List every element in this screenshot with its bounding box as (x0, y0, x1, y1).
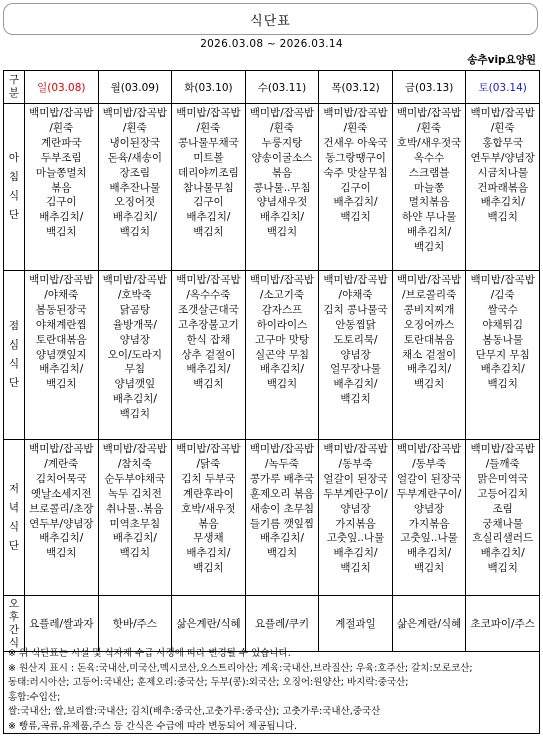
menu-item: 배추김치/ (259, 363, 305, 376)
menu-cell (392, 271, 466, 440)
meal-label-char: 단 (8, 209, 20, 221)
menu-item: 멸치볶음 (408, 196, 450, 209)
menu-item: 백미밥/잡곡밥 (176, 107, 241, 119)
menu-item: 건파래볶음 (477, 181, 529, 194)
menu-item: /호박죽 (117, 288, 152, 301)
menu-item: 양념깻잎 (114, 378, 156, 391)
menu-item: 콩나물무채국 (177, 136, 239, 149)
menu-item: 얼갈이 된장국 (323, 472, 388, 485)
menu-item: /동부죽 (338, 457, 373, 470)
menu-item: 양념장 (119, 333, 151, 346)
menu-item: 배추김치/ (407, 547, 452, 560)
menu-item: 배추잔나물 (109, 181, 161, 194)
menu-item: 백미밥/잡곡밥 (470, 274, 535, 286)
menu-item: 양념장 (413, 502, 445, 515)
menu-item: 실곤약 무침 (254, 348, 309, 361)
menu-item: 단무지 무침 (475, 348, 530, 361)
notes-box (3, 646, 540, 734)
menu-item: 백김치 (413, 562, 445, 575)
day-header: 월(03.09) (98, 71, 172, 104)
menu-item: 옥수수 (413, 151, 445, 164)
day-header-row (4, 71, 540, 104)
menu-item: 양념장 (340, 502, 371, 515)
meal-label-char: 식 (8, 636, 20, 649)
menu-item: 백김치 (119, 408, 151, 421)
menu-item: 배추김치/ (333, 378, 378, 391)
menu-item: 양념깻잎지 (35, 348, 87, 361)
menu-item: /녹두죽 (264, 457, 299, 470)
menu-item: 배추김치/ (259, 211, 305, 224)
organization-name: 송추vip요양원 (467, 54, 536, 66)
menu-item: 배추김치/ (480, 547, 525, 560)
menu-item: /닭죽 (196, 457, 221, 470)
menu-cell (245, 440, 319, 596)
menu-item: 백미밥/잡곡밥 (323, 443, 388, 455)
menu-item: 야채튀김 (482, 318, 523, 331)
meal-label (4, 271, 25, 440)
menu-item: 김치 콩나물국 (323, 303, 388, 316)
menu-item: 백김치 (266, 378, 298, 391)
menu-item: 배추김치/ (112, 532, 157, 545)
menu-item: 백미밥/잡곡밥 (29, 107, 94, 119)
day-header: 금(03.13) (392, 71, 466, 104)
menu-item: 하이라이스 (256, 318, 308, 331)
meal-label-char: 단 (8, 377, 20, 389)
menu-cell (466, 440, 540, 596)
menu-item: 백미밥/잡곡밥 (249, 443, 315, 455)
note-line: ※ 원산지 표시 : 돈육:국내산,미국산,멕시코산,오스트리아산; 계육:국내산,브라질산; 우육:호주산; 갈치:모로코산; (8, 662, 473, 674)
menu-cell (319, 440, 393, 596)
menu-cell (245, 104, 319, 271)
menu-item: 두부계란구이/ (323, 487, 388, 500)
menu-cell (392, 440, 466, 596)
menu-cell (172, 271, 246, 440)
menu-item: 연두부/양념장 (29, 517, 94, 530)
menu-item: 김치 두부국 (181, 472, 236, 485)
menu-item: 콩비지찌개 (403, 303, 455, 316)
menu-item: 상추 겉절이 (181, 348, 236, 361)
meal-label-char: 아 (8, 152, 20, 164)
menu-item: 백김치 (193, 562, 224, 575)
menu-item: 데리야끼조림 (177, 166, 239, 179)
menu-item: 조림 (492, 502, 513, 515)
menu-item: 고추장불고기 (177, 318, 239, 331)
menu-item: 오징어젓 (114, 196, 156, 209)
menu-item: 콩나물..무침 (253, 181, 311, 194)
menu-item: /흰죽 (270, 121, 294, 134)
menu-item: 백미밥/잡곡밥 (323, 274, 388, 286)
meal-row-breakfast (4, 104, 540, 271)
menu-item: 오징어까스 (403, 318, 455, 331)
menu-item: 배추김치/ (39, 363, 84, 376)
menu-item: 감자스프 (261, 303, 303, 316)
menu-item: 취나물..볶음 (106, 502, 164, 515)
menu-item: 백미밥/잡곡밥 (249, 107, 315, 119)
menu-item: 스크램블 (408, 166, 450, 179)
menu-item: 고춧잎..나물 (326, 532, 385, 545)
menu-item: 미역초무침 (109, 517, 161, 530)
menu-cell (466, 271, 540, 440)
menu-cell (98, 271, 172, 440)
menu-cell (319, 104, 393, 271)
menu-item: 백김치 (119, 226, 151, 239)
meal-label-char: 간 (8, 623, 20, 636)
menu-item: 녹두 김치전 (107, 487, 162, 500)
menu-item: 참나물무침 (183, 181, 234, 194)
menu-item: /흰죽 (196, 121, 221, 134)
menu-item: 배추김치/ (407, 226, 452, 239)
menu-item: 미트볼 (193, 151, 224, 164)
menu-item: 백미밥/잡곡밥 (396, 274, 462, 286)
meal-label-char: 후 (8, 610, 20, 623)
menu-item: 브로콜리/초장 (29, 502, 94, 515)
menu-item: 백김치 (46, 547, 77, 560)
meal-label (4, 104, 25, 271)
menu-item: 백김치 (487, 378, 518, 391)
menu-item: 누룽지탕 (261, 136, 303, 149)
menu-item: 가지볶음 (335, 517, 376, 530)
menu-item: 백미밥/잡곡밥 (470, 443, 535, 455)
meal-label-char: 단 (8, 539, 20, 552)
menu-item: 백김치 (487, 211, 518, 224)
menu-item: /동부죽 (412, 457, 447, 470)
day-header: 일(03.08) (25, 71, 99, 104)
menu-item: 홍합무국 (482, 136, 523, 149)
menu-item: 배추김치/ (186, 363, 231, 376)
menu-item: 김구이 (46, 196, 77, 209)
menu-item: 백미밥/잡곡밥 (102, 107, 168, 119)
menu-item: /흰죽 (343, 121, 368, 134)
meal-row-dinner (4, 440, 540, 596)
menu-item: 볶음 (271, 166, 293, 179)
menu-item: 토란대볶음 (403, 333, 455, 346)
menu-table (3, 70, 540, 652)
menu-cell (245, 271, 319, 440)
page-title: 식단표 (250, 13, 291, 29)
meal-label-char: 녁 (8, 501, 20, 514)
menu-item: 흐실리샐러드 (472, 532, 534, 545)
menu-item: 백미밥/잡곡밥 (102, 274, 168, 286)
day-header: 수(03.11) (245, 71, 319, 104)
menu-item: 궁채나물 (482, 517, 523, 530)
menu-item: 무침 (124, 363, 145, 376)
menu-item: 두부계란구이/ (396, 487, 462, 500)
menu-item: /소고기죽 (259, 288, 305, 301)
menu-item: 고춧잎..나물 (400, 532, 458, 545)
meal-label (4, 440, 25, 596)
note-line: 동태:러시아산; 고등어:국내산; 훈제오리:중국산; 두부(콩):외국산; 오징어:원양산; 바지락:중국산; (8, 677, 409, 688)
menu-cell (25, 104, 99, 271)
meal-label (4, 596, 25, 652)
menu-item: 양송이굴소스 (251, 151, 313, 164)
menu-cell (172, 104, 246, 271)
day-header: 토(03.14) (466, 71, 540, 104)
menu-item: 백미밥/잡곡밥 (323, 107, 388, 119)
menu-item: 배추김치/ (480, 196, 525, 209)
menu-item: 쌀국수 (487, 303, 518, 316)
menu-item: 배추김치/ (186, 211, 231, 224)
menu-item: 백김치 (340, 562, 371, 575)
menu-item: 들기름 깻잎찜 (249, 517, 315, 530)
menu-item: 봄동나물 (482, 333, 523, 346)
snack-cell: 요플레/쿠키 (245, 596, 319, 652)
menu-item: 배추김치/ (39, 532, 84, 545)
menu-item: 훈제오리 볶음 (249, 487, 315, 500)
snack-cell: 핫바/주스 (98, 596, 172, 652)
meal-label-char: 점 (8, 320, 20, 332)
menu-cell (172, 440, 246, 596)
note-line: ※ 위 식단표는 시설 및 식자재 수급 사정에 따라 변경될 수 있습니다. (8, 648, 291, 659)
menu-item: 배추김치/ (333, 547, 378, 560)
corner-label-2: 분 (8, 87, 20, 99)
menu-item: 얼갈이 된장국 (396, 472, 462, 485)
menu-item: 옛날소세지전 (30, 487, 92, 500)
menu-item: /흰죽 (417, 121, 441, 134)
menu-item: 배추김치/ (39, 211, 84, 224)
meal-row-lunch (4, 271, 540, 440)
menu-item: 봄동된장국 (35, 303, 87, 316)
menu-cell (392, 104, 466, 271)
menu-item: 김구이 (193, 196, 224, 209)
menu-item: 호박/새우젓 (181, 502, 236, 515)
menu-item: 순두부야채국 (104, 472, 166, 485)
day-header: 화(03.10) (172, 71, 246, 104)
meal-label-char: 저 (8, 482, 20, 495)
menu-cell (319, 271, 393, 440)
menu-item: 마늘쫑 (413, 181, 445, 194)
menu-item: /김죽 (490, 288, 515, 301)
menu-item: 한식 잡채 (186, 333, 231, 346)
menu-item: 배추김치/ (186, 547, 231, 560)
menu-item: 건새우 아욱국 (323, 136, 388, 149)
menu-item: /브로콜리죽 (401, 288, 457, 301)
snack-cell: 요플레/쌀과자 (25, 596, 99, 652)
meal-label-char: 오 (8, 597, 20, 610)
note-line: 쌀:국내산; 쌀,보리쌀:국내산; 김치(배추:중국산,고춧가루:중국산); 고춧가루:국내산,중국산 (8, 706, 381, 717)
menu-item: 볶음 (198, 517, 219, 530)
menu-item: 고등어김치 (477, 487, 529, 500)
menu-cell (25, 271, 99, 440)
menu-item: 백미밥/잡곡밥 (396, 107, 462, 119)
menu-item: 야채계란찜 (35, 318, 87, 331)
menu-item: 백김치 (193, 226, 224, 239)
menu-item: 가지볶음 (408, 517, 450, 530)
menu-item: 시금치나물 (477, 166, 529, 179)
menu-item: /참치죽 (117, 457, 152, 470)
menu-item: 백미밥/잡곡밥 (249, 274, 315, 286)
menu-item: 돈육/새송이 (107, 151, 162, 164)
menu-item: 김구이 (340, 181, 371, 194)
menu-item: 맑은미역국 (477, 472, 529, 485)
menu-item: /야채죽 (44, 288, 79, 301)
menu-item: /야채죽 (338, 288, 373, 301)
snack-cell: 초코파이/주스 (466, 596, 540, 652)
menu-item: 냉이된장국 (109, 136, 161, 149)
menu-item: 백김치 (413, 241, 445, 254)
menu-item: 백미밥/잡곡밥 (396, 443, 462, 455)
menu-item: 백김치 (46, 378, 77, 391)
menu-item: 백미밥/잡곡밥 (29, 443, 94, 455)
meal-label-char: 침 (8, 171, 20, 183)
menu-item: 백미밥/잡곡밥 (470, 107, 535, 119)
menu-item: 안동찜닭 (335, 318, 376, 331)
menu-item: 장조림 (119, 166, 151, 179)
menu-item: 호박/새우젓국 (396, 136, 462, 149)
menu-item: /흰죽 (490, 121, 515, 134)
menu-item: 새송이 초무침 (249, 502, 315, 515)
menu-cell (25, 440, 99, 596)
menu-item: 도토리묵/ (333, 333, 378, 346)
menu-item: 백김치 (487, 562, 518, 575)
meal-label-char: 식 (8, 358, 20, 370)
menu-item: 백김치 (46, 226, 77, 239)
menu-item: 백김치 (266, 226, 298, 239)
menu-item: 백미밥/잡곡밥 (176, 274, 241, 286)
menu-item: 계란파국 (40, 136, 82, 149)
menu-item: 볶음 (51, 181, 72, 194)
menu-item: 얼무장나물 (330, 363, 381, 376)
menu-item: 배추김치/ (480, 363, 525, 376)
menu-item: 배추김치/ (259, 532, 305, 545)
corner-label-1: 구 (8, 74, 20, 86)
menu-item: 마늘쫑멸치 (35, 166, 87, 179)
menu-item: 백김치 (193, 378, 224, 391)
menu-item: 고구마 맛탕 (254, 333, 309, 346)
menu-item: 백김치 (119, 547, 151, 560)
menu-item: 토란대볶음 (35, 333, 87, 346)
title-box (3, 3, 538, 35)
note-line: ※ 빵류,곡류,유제품,주스 등 간식은 수급에 따라 변동되어 제공됩니다. (8, 720, 297, 732)
menu-item: 연두부/양념장 (470, 151, 535, 164)
snack-cell: 삶은계란/식혜 (172, 596, 246, 652)
snack-cell: 계절과일 (319, 596, 393, 652)
menu-item: 무생채 (193, 532, 224, 545)
meal-label-char: 식 (8, 190, 20, 202)
snack-cell: 삶은계란/식혜 (392, 596, 466, 652)
menu-item: 숙주 맛살무침 (323, 166, 388, 179)
menu-item: 계란후라이 (183, 487, 234, 500)
menu-item: 배추김치/ (407, 363, 452, 376)
menu-item: 닭곰탕 (119, 303, 151, 316)
corner-cell (4, 71, 25, 104)
menu-item: 동그랑땡구이 (325, 151, 386, 164)
menu-item: 백김치 (340, 393, 371, 406)
menu-item: 백김치 (266, 547, 298, 560)
menu-item: /계란죽 (44, 457, 79, 470)
meal-label-char: 심 (8, 339, 20, 351)
menu-item: 율방개묵/ (112, 318, 157, 331)
menu-item: 배추김치/ (112, 393, 157, 406)
menu-item: 배추김치/ (112, 211, 157, 224)
menu-item: 백미밥/잡곡밥 (102, 443, 168, 455)
menu-item: 백김치 (340, 211, 371, 224)
meal-label-char: 식 (8, 520, 20, 533)
menu-item: 하얀 무나물 (402, 211, 457, 224)
menu-item: 양념새우젓 (256, 196, 308, 209)
menu-item: /흰죽 (49, 121, 74, 134)
menu-item: 배추김치/ (333, 196, 378, 209)
period-range: 2026.03.08 ~ 2026.03.14 (200, 38, 343, 50)
menu-item: 두부조림 (40, 151, 82, 164)
menu-item: 김치어묵국 (35, 472, 87, 485)
menu-item: 콩가루 배추국 (249, 472, 315, 485)
menu-item: /옥수수죽 (186, 288, 231, 301)
menu-item: /흰죽 (122, 121, 147, 134)
menu-item: /들깨죽 (485, 457, 520, 470)
menu-cell (98, 440, 172, 596)
menu-cell (98, 104, 172, 271)
menu-item: 양념장 (340, 348, 371, 361)
menu-item: 백미밥/잡곡밥 (176, 443, 241, 455)
menu-item: 백미밥/잡곡밥 (29, 274, 94, 286)
menu-item: 조갯살근대국 (177, 303, 239, 316)
menu-item: 채소 겉절이 (402, 348, 457, 361)
day-header: 목(03.12) (319, 71, 393, 104)
menu-item: 백김치 (413, 378, 445, 391)
note-line: 홍합:수입산; (8, 691, 61, 703)
meal-row-snack (4, 596, 540, 652)
menu-cell (466, 104, 540, 271)
menu-item: 오이/도라지 (107, 348, 162, 361)
